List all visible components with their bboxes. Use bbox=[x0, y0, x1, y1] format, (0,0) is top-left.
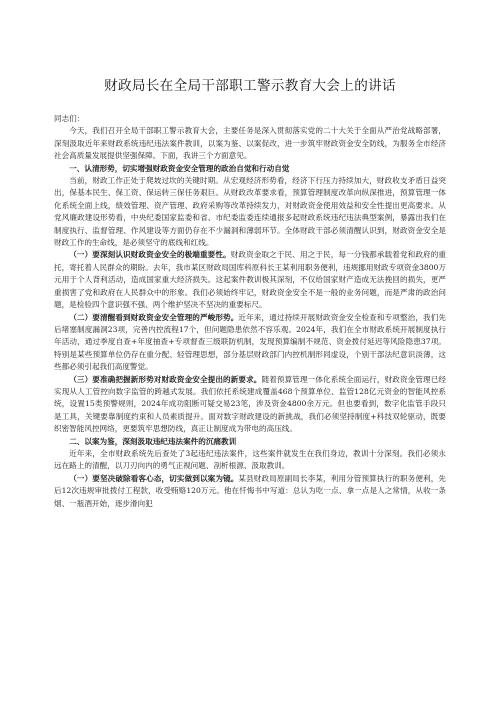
subsection-paragraph bbox=[54, 473, 446, 510]
subsection-heading: （一）要深刻认识财政资金安全的极端重要性。 bbox=[69, 250, 231, 260]
subsection-text: 随着预算管理一体化系统全面运行，财政资金管理已经实现从人工管控向数字监管的跨越式发展。我们依托系统建成覆盖468个预算单位、监管128亿元资金的智能风控系统，设置15类预警规则，2024年成功阻断可疑交易23笔，涉及资金4800余万元。但也要看到，数字化监管手段只是工具，关键要靠制度约束和人员素质提升。面对数字财政建设的新挑战，我们必须坚持制度+科技双轮驱动，既要织密智能风控网络，更要筑牢思想防线，真正让制度成为带电的高压线。 bbox=[54, 374, 447, 434]
document-body bbox=[54, 113, 446, 510]
subsection-text: 某县财政局原副局长李某，利用分管预算执行的职务便利，先后12次违规审批拨付工程款，收受贿赂120万元。他在忏悔书中写道：总认为吃一点、拿一点是人之常情，从收一条烟、一瓶酒开始，逐步滑向犯 bbox=[54, 473, 447, 508]
salutation: 同志们： bbox=[54, 114, 85, 123]
section-heading: 二、以案为鉴，深刻汲取违纪违法案件的沉痛教训 bbox=[69, 436, 237, 446]
document-title: 财政局长在全局干部职工警示教育大会上的讲话 bbox=[104, 78, 396, 94]
section-heading: 一、认清形势，切实增强财政资金安全管理的政治自觉和行动自觉 bbox=[69, 163, 290, 173]
subsection-paragraph bbox=[54, 374, 446, 436]
subsection-heading: （三）要准确把握新形势对财政资金安全提出的新要求。 bbox=[69, 374, 262, 384]
body-paragraph: 当前，财政工作正处于爬坡过坎的关键时期。从宏观经济形势看，经济下行压力持续加大，财政收支矛盾日益突出，保基本民生、保工资、保运转三保任务艰巨。从财政改革要求看，预算管理制度改革向纵深推进，预算管理一体化系统全面上线，绩效管理、资产管理、政府采购等改革持续发力，对财政资金使用效益和安全性提出更高要求。从党风廉政建设形势看，中央纪委国家监委和省、市纪委监委连续通报多起财政系统违纪违法典型案例，暴露出我们在制度执行、监督管理、作风建设等方面仍存在不少漏洞和薄弱环节。全体财政干部必须清醒认识到，财政资金安全是财政工作的生命线，是必须坚守的底线和红线。 bbox=[54, 176, 446, 248]
subsection-paragraph bbox=[54, 312, 446, 374]
body-paragraph: 今天，我们召开全局干部职工警示教育大会，主要任务是深入贯彻落实党的二十大关于全面从严治党战略部署，深刻汲取近年来财政系统违纪违法案件教训，以案为鉴、以案促改，进一步筑牢财政资金安全防线，为服务全市经济社会高质量发展提供坚强保障。下面，我讲三个方面意见。 bbox=[54, 126, 446, 161]
subsection-text: 近年来，通过持续开展财政资金安全检查和专项整治，我们先后堵塞制度漏洞23项，完善内控流程17个，但问题隐患依然不容乐观。2024年，我们在全市财政系统开展制度执行年活动，通过季度自查+年度抽查+专项督查三级联防机制，发现预算编制不规范、资金拨付延迟等风险隐患37项。特别是某些预算单位仍存在重分配、轻管理思想，部分基层财政部门内控机制形同虚设，个别干部法纪意识淡薄，这些都必须引起我们高度警觉。 bbox=[54, 312, 447, 372]
subsection-paragraph bbox=[54, 249, 446, 311]
body-paragraph: 近年来，全市财政系统先后查处了3起违纪违法案件，这些案件就发生在我们身边，教训十分深刻。我们必须永远在路上的清醒，以刀刃向内的勇气正视问题、剖析根源、汲取教训。 bbox=[54, 448, 446, 471]
subsection-heading: （一）要坚决破除看客心态，切实做到以案为镜。 bbox=[69, 473, 239, 483]
subsection-text: 财政资金取之于民、用之于民，每一分钱都承载着党和政府的重托，寄托着人民群众的期盼。去年，我市某区财政局国库科原科长王某利用职务便利，违规挪用财政专项资金3800万元用于个人背利活动，造成国家重大经济损失。这起案件教训极其深刻，不仅给国家财产造成无法挽回的损失，更严重损害了党和政府在人民群众中的形象。我们必须始终牢记，财政资金安全不是一般的业务问题，而是严肃的政治问题，是检验四个意识强不强、两个维护坚决不坚决的重要标尺。 bbox=[54, 250, 446, 310]
subsection-heading: （二）要清醒看到财政资金安全管理的严峻形势。 bbox=[69, 312, 239, 322]
